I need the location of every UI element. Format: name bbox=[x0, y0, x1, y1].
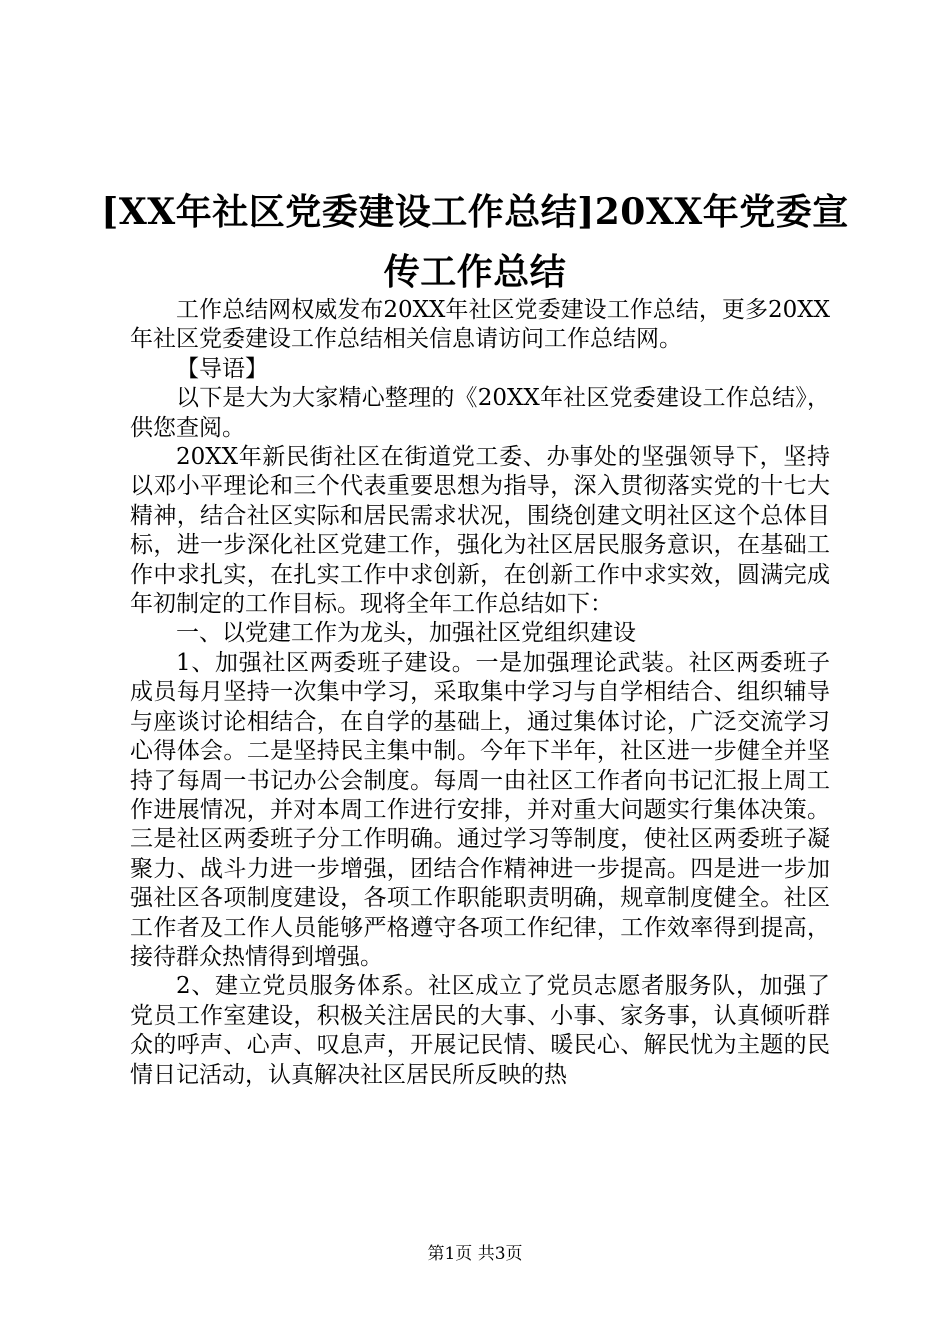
title-line-2: 传工作总结 bbox=[383, 251, 567, 293]
section-heading-1: 一、以党建工作为龙头，加强社区党组织建设 bbox=[176, 620, 636, 647]
overview-paragraph: 20XX年新民街社区在街道党工委、办事处的坚强领导下，坚持以邓小平理论和三个代表重要思想为指导，深入贯彻落实党的十七大精神，结合社区实际和居民需求状况，围绕创建文明社区这个总体目标，进一步深化社区党建工作，强化为社区居民服务意识，在基础工作中求扎实，在扎实工作中求创新，在创新工作中求实效，圆满完成年初制定的工作目标。现将全年工作总结如下： bbox=[130, 444, 830, 618]
document-body bbox=[130, 296, 830, 1090]
page-footer: 第1页 共3页 bbox=[427, 1244, 523, 1264]
intro-paragraph: 工作总结网权威发布20XX年社区党委建设工作总结，更多20XX年社区党委建设工作总结相关信息请访问工作总结网。 bbox=[130, 297, 830, 353]
document-title bbox=[60, 182, 890, 302]
guide-paragraph: 以下是大为大家精心整理的《20XX年社区党委建设工作总结》，供您查阅。 bbox=[130, 385, 830, 441]
item-paragraph-1: 1、加强社区两委班子建设。一是加强理论武装。社区两委班子成员每月坚持一次集中学习，采取集中学习与自学相结合、组织辅导与座谈讨论相结合，在自学的基础上，通过集体讨论，广泛交流学习心得体会。二是坚持民主集中制。今年下半年，社区进一步健全并坚持了每周一书记办公会制度。每周一由社区工作者向书记汇报上周工作进展情况，并对本周工作进行安排，并对重大问题实行集体决策。三是社区两委班子分工作明确。通过学习等制度，使社区两委班子凝聚力、战斗力进一步增强，团结合作精神进一步提高。四是进一步加强社区各项制度建设，各项工作职能职责明确，规章制度健全。社区工作者及工作人员能够严格遵守各项工作纪律，工作效率得到提高，接待群众热情得到增强。 bbox=[130, 649, 830, 970]
item-paragraph-2: 2、建立党员服务体系。社区成立了党员志愿者服务队，加强了党员工作室建设，积极关注居民的大事、小事、家务事，认真倾听群众的呼声、心声、叹息声，开展记民情、暖民心、解民忧为主题的民情日记活动，认真解决社区居民所反映的热 bbox=[130, 973, 830, 1088]
guide-heading: 【导语】 bbox=[176, 355, 268, 382]
title-line-1: [XX年社区党委建设工作总结]20XX年党委宣 bbox=[101, 191, 849, 233]
